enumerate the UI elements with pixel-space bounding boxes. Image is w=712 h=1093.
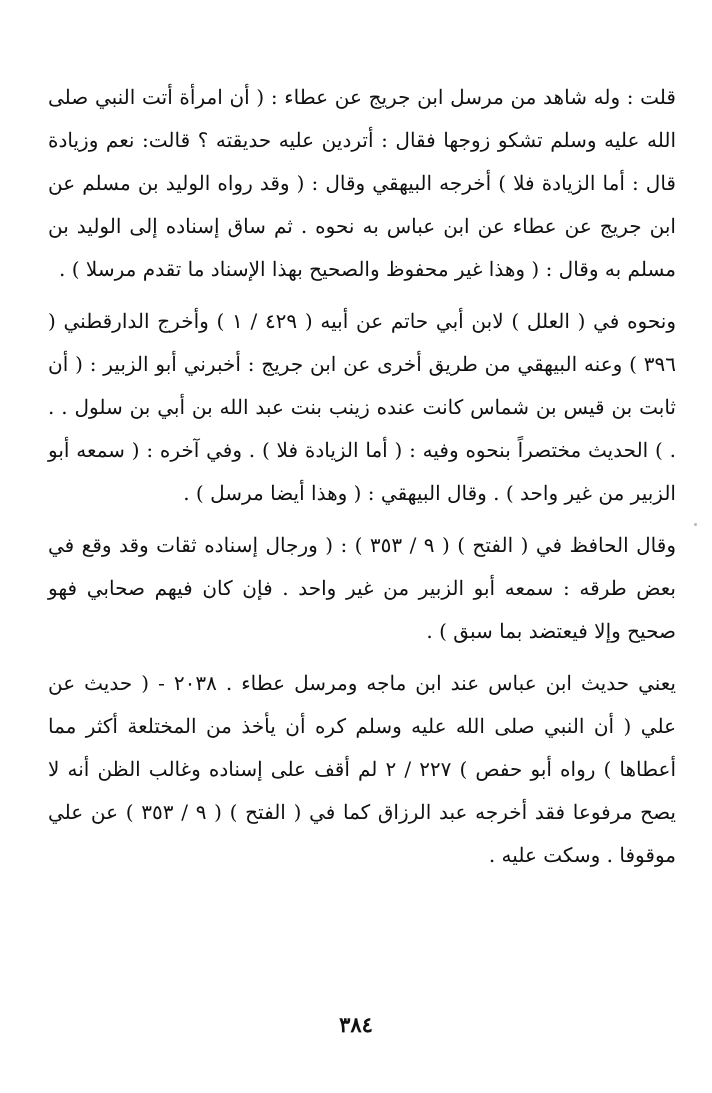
page-number: ٣٨٤ (339, 1012, 373, 1037)
main-text (48, 76, 676, 877)
paragraph-3: وقال الحافظ في ( الفتح ) ( ٩ / ٣٥٣ ) : ( ورجال إسناده ثقات وقد وقع في بعض طرقه : سمعه أبو الزبير من غير واحد . فإن كان فيهم صحابي فهو صحيح وإلا فيعتضد بما سبق ) . (48, 533, 676, 643)
paragraph-2: ونحوه في ( العلل ) لابن أبي حاتم عن أبيه ( ٤٢٩ / ١ ) وأخرج الدارقطني ( ٣٩٦ ) وعنه البيهقي من طريق أخرى عن ابن جريج : أخبرني أبو الزبير : ( أن ثابت بن قيس بن شماس كانت عنده زينب بنت عبد الله بن أبي بن سلول . . . ) الحديث مختصراً بنحوه وفيه : ( أما الزيادة فلا ) . وفي آخره : ( سمعه أبو الزبير من غير واحد ) . وقال البيهقي : ( وهذا أيضا مرسل ) . (48, 309, 677, 505)
paragraph-4: يعني حديث ابن عباس عند ابن ماجه ومرسل عطاء . ٢٠٣٨ - ( حديث عن علي ( أن النبي صلى الله عليه وسلم كره أن يأخذ من المختلعة أكثر مما أعطاها ) رواه أبو حفص ) ٢٢٧ / ٢ لم أقف على إسناده وغالب الظن أنه لا يصح مرفوعا فقد أخرجه عبد الرزاق كما في ( الفتح ) ( ٩ / ٣٥٣ ) عن علي موقوفا . وسكت عليه . (48, 671, 677, 867)
margin-mark (694, 523, 697, 526)
paragraph-1: قلت : وله شاهد من مرسل ابن جريج عن عطاء : ( أن امرأة أتت النبي صلى الله عليه وسلم تشكو زوجها فقال : أتردين عليه حديقته ؟ قالت: نعم وزيادة قال : أما الزيادة فلا ) أخرجه البيهقي وقال : ( وقد رواه الوليد بن مسلم عن ابن جريج عن عطاء عن ابن عباس به نحوه . ثم ساق إسناده إلى الوليد بن مسلم به وقال : ( وهذا غير محفوظ والصحيح بهذا الإسناد ما تقدم مرسلا ) . (48, 85, 676, 281)
